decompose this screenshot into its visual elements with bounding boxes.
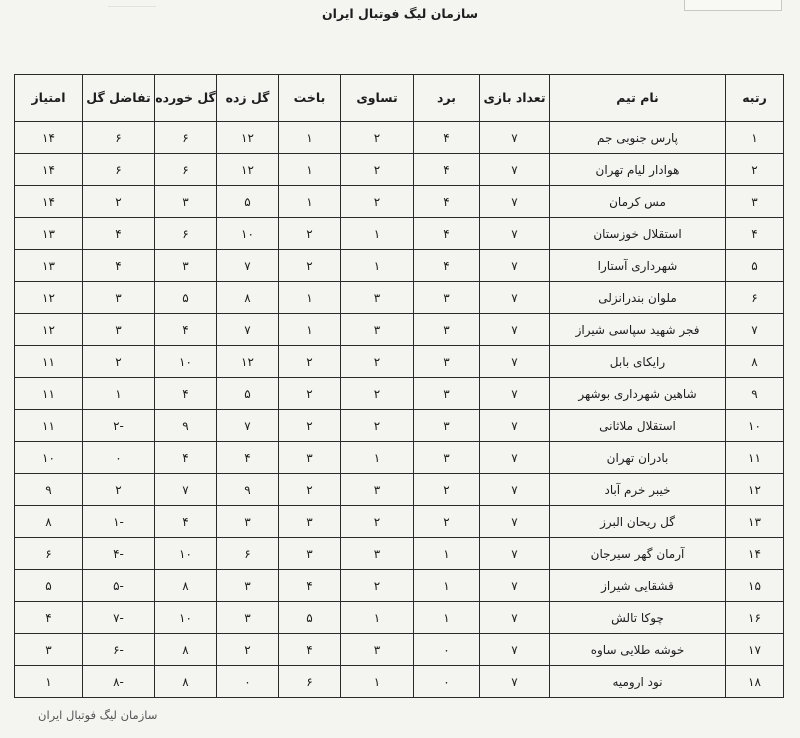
cell-lost: ۴ <box>279 570 341 602</box>
cell-won: ۲ <box>414 506 480 538</box>
header-won: برد <box>414 75 480 122</box>
cell-played: ۷ <box>480 122 550 154</box>
cell-rank: ۱۳ <box>726 506 784 538</box>
header-points: امتیاز <box>15 75 83 122</box>
cell-won: ۳ <box>414 346 480 378</box>
cell-goals-against: ۴ <box>155 506 217 538</box>
cell-won: ۳ <box>414 314 480 346</box>
cell-played: ۷ <box>480 250 550 282</box>
cell-rank: ۸ <box>726 346 784 378</box>
cell-won: ۳ <box>414 282 480 314</box>
cell-lost: ۲ <box>279 410 341 442</box>
cell-goals-for: ۷ <box>217 250 279 282</box>
cell-drawn: ۱ <box>341 250 414 282</box>
cell-goals-against: ۶ <box>155 122 217 154</box>
cell-drawn: ۲ <box>341 122 414 154</box>
cell-lost: ۶ <box>279 666 341 698</box>
cell-goal-difference: -۴ <box>83 538 155 570</box>
table-row <box>15 506 784 538</box>
table-row <box>15 634 784 666</box>
cell-goal-difference: ۲ <box>83 474 155 506</box>
table-row <box>15 218 784 250</box>
cell-points: ۸ <box>15 506 83 538</box>
cell-goal-difference: ۶ <box>83 154 155 186</box>
table-row <box>15 602 784 634</box>
cell-drawn: ۱ <box>341 442 414 474</box>
cell-goals-against: ۱۰ <box>155 538 217 570</box>
cell-rank: ۷ <box>726 314 784 346</box>
cell-lost: ۲ <box>279 218 341 250</box>
cell-rank: ۱۶ <box>726 602 784 634</box>
cell-goals-for: ۵ <box>217 378 279 410</box>
cell-drawn: ۲ <box>341 186 414 218</box>
cell-played: ۷ <box>480 442 550 474</box>
header-goal-difference: تفاضل گل <box>83 75 155 122</box>
table-row <box>15 186 784 218</box>
cell-goal-difference: ۶ <box>83 122 155 154</box>
cell-drawn: ۱ <box>341 602 414 634</box>
cell-drawn: ۲ <box>341 378 414 410</box>
cell-points: ۱ <box>15 666 83 698</box>
cell-won: ۰ <box>414 666 480 698</box>
cell-goal-difference: ۴ <box>83 218 155 250</box>
cell-team: چوکا تالش <box>550 602 726 634</box>
cell-points: ۱۲ <box>15 282 83 314</box>
cell-lost: ۲ <box>279 378 341 410</box>
table-row <box>15 474 784 506</box>
cell-rank: ۶ <box>726 282 784 314</box>
cell-team: استقلال ملاثانی <box>550 410 726 442</box>
footer-text: سازمان لیگ فوتبال ایران <box>38 708 158 722</box>
cell-goals-for: ۱۲ <box>217 122 279 154</box>
cell-goal-difference: -۷ <box>83 602 155 634</box>
cell-points: ۱۳ <box>15 250 83 282</box>
header-row <box>15 75 784 122</box>
cell-goal-difference: ۳ <box>83 282 155 314</box>
cell-team: فجر شهید سپاسی شیراز <box>550 314 726 346</box>
table-row <box>15 154 784 186</box>
cell-team: شاهین شهرداری بوشهر <box>550 378 726 410</box>
cell-lost: ۱ <box>279 282 341 314</box>
cell-goals-against: ۵ <box>155 282 217 314</box>
cell-goals-for: ۳ <box>217 570 279 602</box>
cell-goals-against: ۶ <box>155 154 217 186</box>
cell-rank: ۱۷ <box>726 634 784 666</box>
cell-rank: ۴ <box>726 218 784 250</box>
cell-goals-for: ۵ <box>217 186 279 218</box>
table-row <box>15 410 784 442</box>
cell-played: ۷ <box>480 378 550 410</box>
cell-goals-against: ۸ <box>155 666 217 698</box>
cell-rank: ۳ <box>726 186 784 218</box>
cell-goals-against: ۴ <box>155 314 217 346</box>
table-row <box>15 442 784 474</box>
header-drawn: تساوی <box>341 75 414 122</box>
cell-points: ۱۱ <box>15 410 83 442</box>
table-row <box>15 570 784 602</box>
cell-won: ۴ <box>414 154 480 186</box>
cell-team: قشقایی شیراز <box>550 570 726 602</box>
cell-rank: ۵ <box>726 250 784 282</box>
cell-rank: ۱۴ <box>726 538 784 570</box>
cell-lost: ۳ <box>279 442 341 474</box>
cell-goal-difference: ۳ <box>83 314 155 346</box>
cell-lost: ۴ <box>279 634 341 666</box>
cell-goals-for: ۶ <box>217 538 279 570</box>
cell-goals-against: ۳ <box>155 250 217 282</box>
cell-drawn: ۲ <box>341 410 414 442</box>
cell-won: ۱ <box>414 570 480 602</box>
cell-drawn: ۳ <box>341 314 414 346</box>
cell-goals-against: ۳ <box>155 186 217 218</box>
cell-goals-for: ۴ <box>217 442 279 474</box>
cell-team: هوادار لیام تهران <box>550 154 726 186</box>
cell-won: ۳ <box>414 410 480 442</box>
cell-points: ۴ <box>15 602 83 634</box>
cell-goal-difference: ۰ <box>83 442 155 474</box>
cell-team: مس کرمان <box>550 186 726 218</box>
cell-drawn: ۱ <box>341 218 414 250</box>
cell-won: ۴ <box>414 122 480 154</box>
cell-lost: ۲ <box>279 250 341 282</box>
cell-lost: ۱ <box>279 154 341 186</box>
cell-goals-against: ۱۰ <box>155 602 217 634</box>
cell-lost: ۱ <box>279 314 341 346</box>
cell-team: خوشه طلایی ساوه <box>550 634 726 666</box>
cell-goals-against: ۴ <box>155 378 217 410</box>
cell-played: ۷ <box>480 410 550 442</box>
cell-goals-for: ۱۲ <box>217 154 279 186</box>
table-row <box>15 122 784 154</box>
header-rank: رتبه <box>726 75 784 122</box>
cell-won: ۱ <box>414 538 480 570</box>
cell-team: استقلال خوزستان <box>550 218 726 250</box>
cell-goals-against: ۶ <box>155 218 217 250</box>
cell-drawn: ۳ <box>341 474 414 506</box>
cell-won: ۲ <box>414 474 480 506</box>
cell-goal-difference: ۱ <box>83 378 155 410</box>
table-row <box>15 314 784 346</box>
cell-team: بادران تهران <box>550 442 726 474</box>
cell-points: ۱۱ <box>15 378 83 410</box>
cell-lost: ۳ <box>279 538 341 570</box>
table-row <box>15 538 784 570</box>
cell-drawn: ۲ <box>341 346 414 378</box>
cell-played: ۷ <box>480 346 550 378</box>
cell-played: ۷ <box>480 282 550 314</box>
document-title: سازمان لیگ فوتبال ایران <box>322 6 478 21</box>
cell-team: رایکای بابل <box>550 346 726 378</box>
cell-drawn: ۳ <box>341 538 414 570</box>
cell-points: ۱۳ <box>15 218 83 250</box>
cell-drawn: ۲ <box>341 506 414 538</box>
cell-rank: ۲ <box>726 154 784 186</box>
cell-points: ۱۱ <box>15 346 83 378</box>
cell-points: ۳ <box>15 634 83 666</box>
cell-goals-for: ۳ <box>217 506 279 538</box>
cell-goals-against: ۹ <box>155 410 217 442</box>
cell-goals-against: ۸ <box>155 634 217 666</box>
cell-rank: ۱۵ <box>726 570 784 602</box>
cell-played: ۷ <box>480 538 550 570</box>
cell-goals-for: ۲ <box>217 634 279 666</box>
cell-points: ۶ <box>15 538 83 570</box>
cell-team: ملوان بندرانزلی <box>550 282 726 314</box>
header-team: نام تیم <box>550 75 726 122</box>
cell-rank: ۱ <box>726 122 784 154</box>
cell-rank: ۱۸ <box>726 666 784 698</box>
cell-drawn: ۲ <box>341 570 414 602</box>
cell-goals-against: ۱۰ <box>155 346 217 378</box>
cell-lost: ۳ <box>279 506 341 538</box>
cell-goal-difference: -۵ <box>83 570 155 602</box>
cell-points: ۱۴ <box>15 122 83 154</box>
header-goals-for: گل زده <box>217 75 279 122</box>
cell-lost: ۱ <box>279 122 341 154</box>
cell-team: گل ریحان البرز <box>550 506 726 538</box>
cell-rank: ۱۱ <box>726 442 784 474</box>
cell-played: ۷ <box>480 186 550 218</box>
cell-played: ۷ <box>480 602 550 634</box>
cell-drawn: ۳ <box>341 282 414 314</box>
table-row <box>15 346 784 378</box>
cell-team: شهرداری آستارا <box>550 250 726 282</box>
cell-points: ۹ <box>15 474 83 506</box>
cell-goals-against: ۷ <box>155 474 217 506</box>
cell-goals-for: ۷ <box>217 410 279 442</box>
table-body <box>15 122 784 698</box>
cell-goal-difference: ۲ <box>83 186 155 218</box>
cell-won: ۰ <box>414 634 480 666</box>
cell-played: ۷ <box>480 570 550 602</box>
cell-goals-for: ۱۰ <box>217 218 279 250</box>
cell-played: ۷ <box>480 314 550 346</box>
cell-goal-difference: -۱ <box>83 506 155 538</box>
cell-goals-for: ۱۲ <box>217 346 279 378</box>
standings-table <box>14 74 784 698</box>
cell-goal-difference: ۲ <box>83 346 155 378</box>
cell-played: ۷ <box>480 218 550 250</box>
cell-played: ۷ <box>480 634 550 666</box>
table-row <box>15 282 784 314</box>
table-row <box>15 378 784 410</box>
cell-played: ۷ <box>480 506 550 538</box>
cell-lost: ۱ <box>279 186 341 218</box>
cell-lost: ۲ <box>279 346 341 378</box>
cell-points: ۵ <box>15 570 83 602</box>
cell-won: ۳ <box>414 378 480 410</box>
cell-rank: ۹ <box>726 378 784 410</box>
cell-goal-difference: -۸ <box>83 666 155 698</box>
table-header <box>15 75 784 122</box>
cell-goals-for: ۷ <box>217 314 279 346</box>
cell-drawn: ۳ <box>341 634 414 666</box>
cell-team: آرمان گهر سیرجان <box>550 538 726 570</box>
cell-played: ۷ <box>480 666 550 698</box>
cell-goal-difference: ۴ <box>83 250 155 282</box>
cell-goals-against: ۴ <box>155 442 217 474</box>
cell-goals-against: ۸ <box>155 570 217 602</box>
header-played: تعداد بازی <box>480 75 550 122</box>
cell-goals-for: ۸ <box>217 282 279 314</box>
cell-won: ۴ <box>414 250 480 282</box>
cell-won: ۴ <box>414 186 480 218</box>
cell-goal-difference: -۶ <box>83 634 155 666</box>
cell-drawn: ۲ <box>341 154 414 186</box>
cell-won: ۱ <box>414 602 480 634</box>
cell-rank: ۱۲ <box>726 474 784 506</box>
cell-points: ۱۰ <box>15 442 83 474</box>
cell-lost: ۲ <box>279 474 341 506</box>
cell-team: نود ارومیه <box>550 666 726 698</box>
cell-goals-for: ۰ <box>217 666 279 698</box>
cell-points: ۱۲ <box>15 314 83 346</box>
cell-goals-for: ۳ <box>217 602 279 634</box>
cell-team: پارس جنوبی جم <box>550 122 726 154</box>
cell-goals-for: ۹ <box>217 474 279 506</box>
cell-won: ۳ <box>414 442 480 474</box>
header-lost: باخت <box>279 75 341 122</box>
cell-points: ۱۴ <box>15 186 83 218</box>
cell-goal-difference: -۲ <box>83 410 155 442</box>
table-row <box>15 250 784 282</box>
cell-won: ۴ <box>414 218 480 250</box>
cell-drawn: ۱ <box>341 666 414 698</box>
cell-points: ۱۴ <box>15 154 83 186</box>
cell-played: ۷ <box>480 474 550 506</box>
table-row <box>15 666 784 698</box>
cell-played: ۷ <box>480 154 550 186</box>
cell-lost: ۵ <box>279 602 341 634</box>
header-goals-against: گل خورده <box>155 75 217 122</box>
cell-team: خیبر خرم آباد <box>550 474 726 506</box>
cell-rank: ۱۰ <box>726 410 784 442</box>
